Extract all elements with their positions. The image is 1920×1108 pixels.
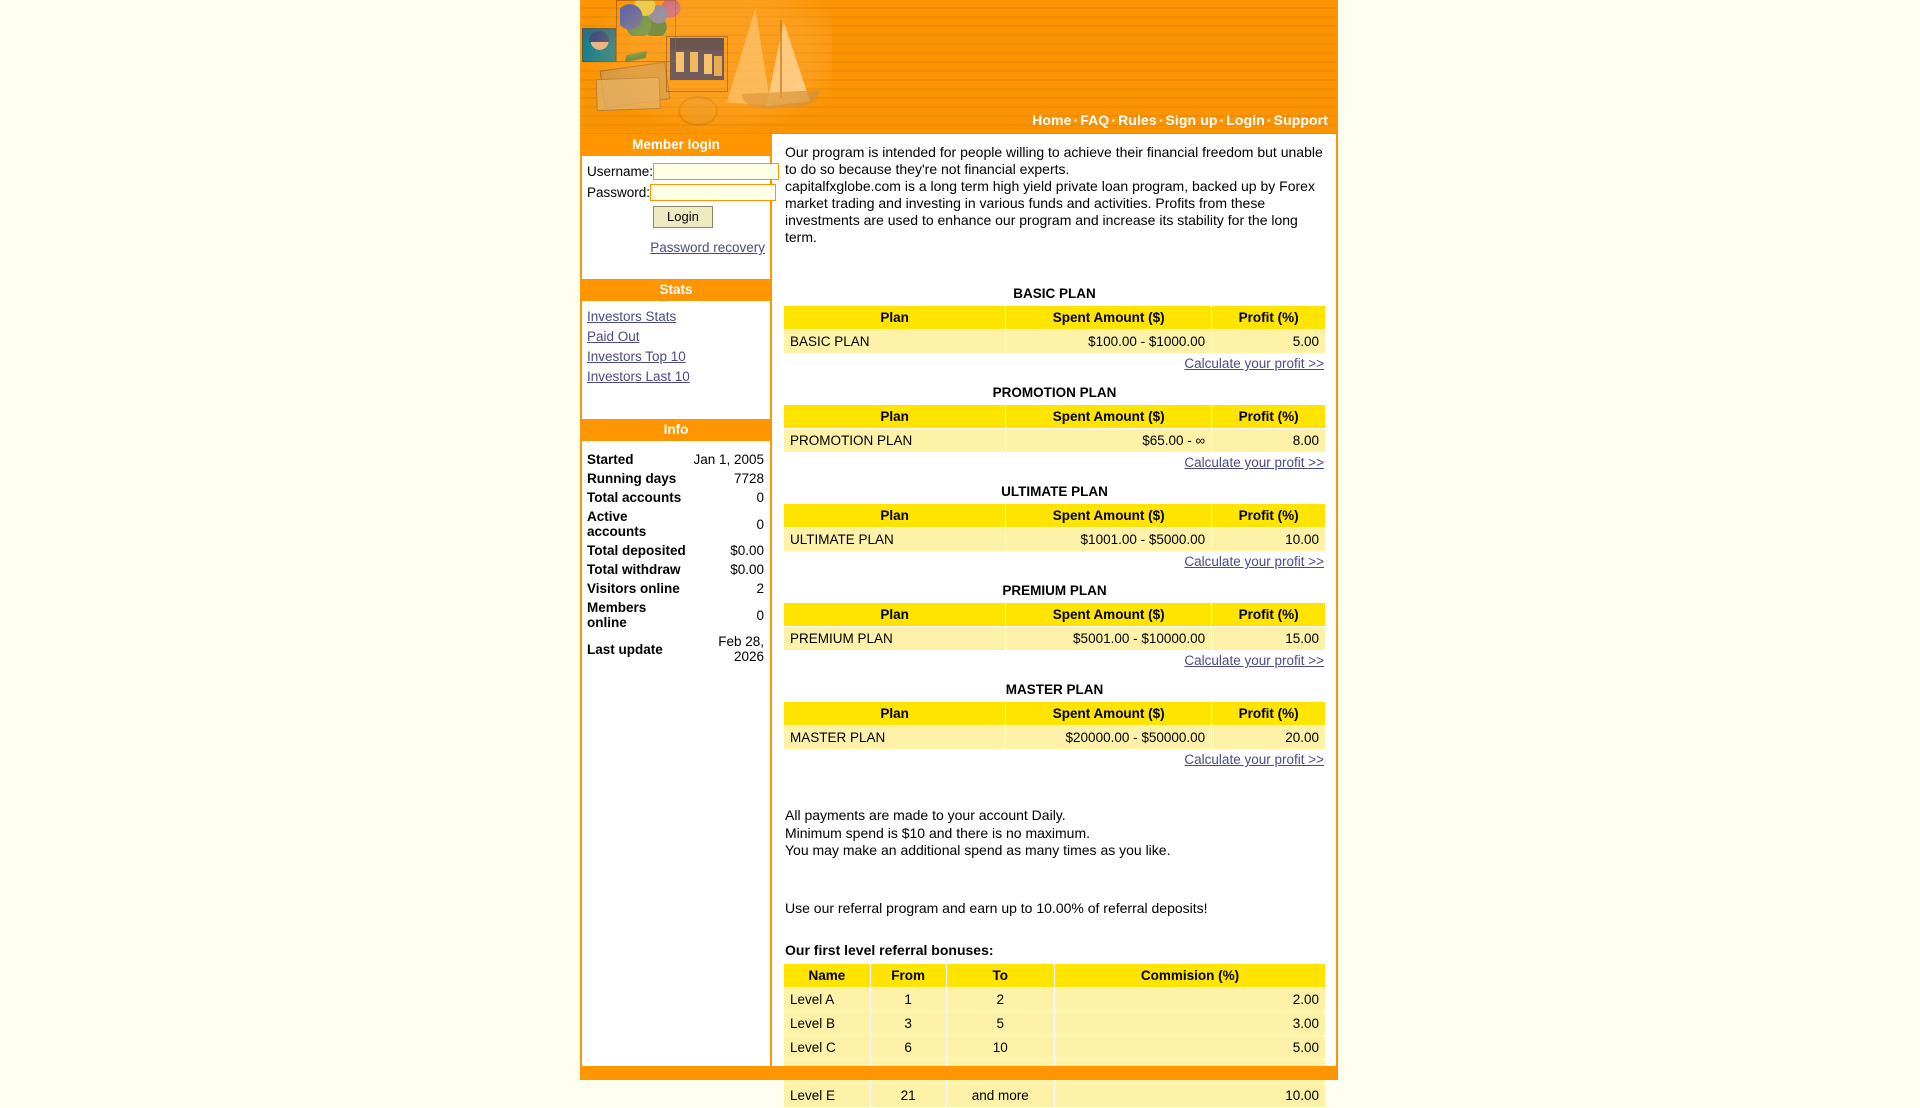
referral-commission: 2.00 [1054,987,1325,1011]
table-row [784,528,1326,552]
info-value: $0.00 [730,562,764,577]
plan-table-head [784,504,1326,528]
payment-notes [785,807,1326,860]
plan-col-plan: Plan [784,702,1006,726]
plan-amount: $100.00 - $1000.00 [1006,330,1212,354]
plan-block-master [783,682,1326,767]
calculate-profit-link[interactable]: Calculate your profit >> [1184,653,1324,668]
table-row [784,627,1326,651]
info-value: $0.00 [730,543,764,558]
stats-links-list [585,306,767,384]
referral-from: 1 [870,987,946,1011]
plan-title: MASTER PLAN [1005,682,1104,697]
footer-bar [580,1066,1338,1080]
referral-table-body [784,987,1326,1107]
stats-panel-spacer [585,389,767,415]
plan-col-amount: Spent Amount ($) [1006,603,1212,627]
plan-col-plan: Plan [784,504,1006,528]
plan-col-profit: Profit (%) [1212,702,1326,726]
spacer-plan-4 [783,668,1326,682]
info-panel-body [582,442,770,670]
plan-amount: $1001.00 - $5000.00 [1006,528,1212,552]
plan-table-head [784,603,1326,627]
referral-col-from: From [870,963,946,987]
plan-profit: 15.00 [1212,627,1326,651]
referral-to: and more [946,1083,1054,1107]
info-value: 7728 [733,471,764,486]
plan-block-ultimate [783,484,1326,569]
plan-header-row [784,702,1326,726]
intro-text [785,144,1326,246]
stats-link-paid-out[interactable]: Paid Out [587,329,640,344]
info-key: Started [587,452,634,467]
referral-name: Level B [784,1011,871,1035]
login-panel-spacer [585,255,767,275]
payment-note-3: You may make an additional spend as many times as you like. [785,842,1171,858]
plan-table [783,404,1326,453]
plan-title: PREMIUM PLAN [1002,583,1107,598]
payment-note-2: Minimum spend is $10 and there is no maximum. [785,824,1091,841]
sailboat-mast-icon [780,20,782,98]
stats-panel [582,279,770,419]
username-row [585,163,767,180]
nav-separator: · [1111,112,1117,128]
table-row [784,1011,1326,1035]
referral-to: 10 [946,1035,1054,1059]
info-key: Running days [587,471,677,486]
nav-item-support[interactable]: Support [1273,112,1328,128]
nav-separator: · [1219,112,1225,128]
plan-col-plan: Plan [784,405,1006,429]
plan-name: ULTIMATE PLAN [784,528,1006,552]
plan-title: PROMOTION PLAN [992,385,1117,400]
password-label: Password: [587,185,651,200]
info-value: Jan 1, 2005 [693,452,764,467]
plan-col-plan: Plan [784,603,1006,627]
plan-profit: 10.00 [1212,528,1326,552]
plan-profit: 8.00 [1212,429,1326,453]
stats-link-investors-top-10[interactable]: Investors Top 10 [587,349,686,364]
info-key: Total deposited [587,543,686,558]
plan-col-amount: Spent Amount ($) [1006,306,1212,330]
plan-amount: $5001.00 - $10000.00 [1006,627,1212,651]
info-key: Total accounts [587,490,682,505]
plan-table [783,305,1326,354]
nav-item-home[interactable]: Home [1032,112,1072,128]
plan-col-profit: Profit (%) [1212,306,1326,330]
plan-table-body [784,726,1326,750]
banner-collage-image [582,0,832,134]
info-table-body [585,450,767,666]
spacer-plan-3 [783,569,1326,583]
referral-name: Level E [784,1083,871,1107]
site-banner [582,0,1336,134]
member-login-title: Member login [582,134,770,157]
spacer-plan-1 [783,371,1326,385]
stats-panel-title: Stats [582,279,770,302]
info-panel-title: Info [582,419,770,442]
plan-amount: $20000.00 - $50000.00 [1006,726,1212,750]
password-recovery-link[interactable]: Password recovery [650,240,765,255]
nav-separator: · [1266,112,1272,128]
table-row [784,330,1326,354]
calculate-row [783,356,1324,371]
collage-frame-a [582,28,616,62]
plan-profit: 20.00 [1212,726,1326,750]
info-row-total-accounts [585,488,767,507]
coin-image [678,96,718,126]
info-value: 0 [756,607,764,623]
plan-col-profit: Profit (%) [1212,603,1326,627]
plan-name: PROMOTION PLAN [784,429,1006,453]
plan-block-promotion [783,385,1326,470]
info-row-total-withdraw [585,560,767,579]
username-label: Username: [587,164,654,179]
intro-paragraph-1: Our program is intended for people willing to achieve their financial freedom but unable to do so because they're not financial experts. [785,144,1323,177]
plan-title: ULTIMATE PLAN [1001,484,1108,499]
calculate-profit-link[interactable]: Calculate your profit >> [1184,554,1324,569]
referral-bonuses-table [783,963,1326,1108]
referral-header-row [784,963,1326,987]
spacer-before-referral [783,860,1326,900]
referral-col-name: Name [784,963,871,987]
referral-from: 6 [870,1035,946,1059]
plan-col-profit: Profit (%) [1212,504,1326,528]
info-row-last-update [585,632,767,666]
member-login-panel [582,134,770,279]
sailboat-hull-icon [742,90,821,110]
login-button[interactable]: Login [653,206,713,228]
username-input[interactable] [653,163,779,180]
referral-col-to: To [946,963,1054,987]
calculate-row [783,653,1324,668]
info-row-total-deposited [585,541,767,560]
info-row-members-online [585,598,767,632]
nav-item-sign-up[interactable]: Sign up [1165,112,1218,128]
calculate-row [783,455,1324,470]
plan-amount: $65.00 - ∞ [1006,429,1212,453]
plan-name: MASTER PLAN [784,726,1006,750]
nav-item-rules[interactable]: Rules [1118,112,1157,128]
plan-table-body [784,528,1326,552]
referral-commission: 10.00 [1054,1083,1325,1107]
plan-profit: 5.00 [1212,330,1326,354]
info-key: Active accounts [587,509,647,539]
referral-to: 2 [946,987,1054,1011]
table-row [784,429,1326,453]
plan-col-plan: Plan [784,306,1006,330]
collage-frame-c [666,36,728,92]
referral-col-commission: Commision (%) [1054,963,1325,987]
plan-block-premium [783,583,1326,668]
password-input[interactable] [650,184,776,201]
plan-table [783,503,1326,552]
spacer-before-notes [783,767,1326,807]
spacer-referral [783,916,1326,942]
plan-name: PREMIUM PLAN [784,627,1006,651]
plan-header-row [784,504,1326,528]
spacer-plan-2 [783,470,1326,484]
plan-table-head [784,306,1326,330]
plan-col-profit: Profit (%) [1212,405,1326,429]
info-row-running-days [585,469,767,488]
password-recovery-row [585,240,765,255]
referral-bonuses-heading: Our first level referral bonuses: [785,941,994,958]
table-row [784,726,1326,750]
plan-table [783,701,1326,750]
table-row [784,1083,1326,1107]
payment-note-1: All payments are made to your account Daily. [785,807,1066,823]
plan-col-amount: Spent Amount ($) [1006,504,1212,528]
info-row-visitors-online [585,579,767,598]
referral-to: 5 [946,1011,1054,1035]
info-row-active-accounts [585,507,767,541]
referral-commission: 3.00 [1054,1011,1325,1035]
plan-col-amount: Spent Amount ($) [1006,405,1212,429]
table-row [784,987,1326,1011]
plan-header-row [784,306,1326,330]
info-panel [582,419,770,670]
referral-table-head [784,963,1326,987]
plan-table-body [784,429,1326,453]
calculate-row [783,554,1324,569]
calculate-profit-link[interactable]: Calculate your profit >> [1184,356,1324,371]
stats-link-investors-stats[interactable]: Investors Stats [587,309,677,324]
spacer-after-intro [783,246,1326,286]
nav-separator: · [1073,112,1079,128]
member-login-body [582,157,770,279]
nav-item-login[interactable]: Login [1226,112,1265,128]
plan-block-basic [783,286,1326,371]
plan-name: BASIC PLAN [784,330,1006,354]
info-value: 0 [756,516,764,532]
info-table [585,450,767,666]
plan-title: BASIC PLAN [1013,286,1096,301]
calculate-profit-link[interactable]: Calculate your profit >> [1184,455,1324,470]
referral-program-line: Use our referral program and earn up to 10.00% of referral deposits! [785,899,1208,916]
plan-table-body [784,627,1326,651]
referral-name: Level A [784,987,871,1011]
calculate-row [783,752,1324,767]
info-key: Members online [587,600,647,630]
site-page [580,0,1338,1103]
info-row-started [585,450,767,469]
intro-paragraph-2: capitalfxglobe.com is a long term high yield private loan program, backed up by Forex market trading and investing in various funds and activities. Profits from these investments are used to enhance our program and increase its stability for the long term. [785,178,1315,245]
info-key: Visitors online [587,581,680,596]
referral-from: 3 [870,1011,946,1035]
top-navigation [1032,112,1328,128]
referral-from: 21 [870,1083,946,1107]
info-value: Feb 28, 2026 [718,634,764,664]
plan-header-row [784,603,1326,627]
login-button-row [653,206,767,228]
plan-table-head [784,405,1326,429]
plan-table [783,602,1326,651]
nav-separator: · [1158,112,1164,128]
nav-item-faq[interactable]: FAQ [1080,112,1110,128]
stats-panel-body [582,302,770,419]
page-body [582,134,1336,1103]
info-value: 2 [756,581,764,596]
info-value: 0 [756,490,764,505]
referral-commission: 5.00 [1054,1035,1325,1059]
plan-header-row [784,405,1326,429]
main-content [772,134,1336,1103]
password-row [585,184,767,201]
plan-table-body [784,330,1326,354]
plan-table-head [784,702,1326,726]
plan-col-amount: Spent Amount ($) [1006,702,1212,726]
info-key: Last update [587,641,663,657]
sidebar [582,134,772,1074]
calculate-profit-link[interactable]: Calculate your profit >> [1184,752,1324,767]
stats-link-investors-last-10[interactable]: Investors Last 10 [587,369,690,384]
table-row [784,1035,1326,1059]
info-key: Total withdraw [587,562,681,577]
referral-name: Level C [784,1035,871,1059]
